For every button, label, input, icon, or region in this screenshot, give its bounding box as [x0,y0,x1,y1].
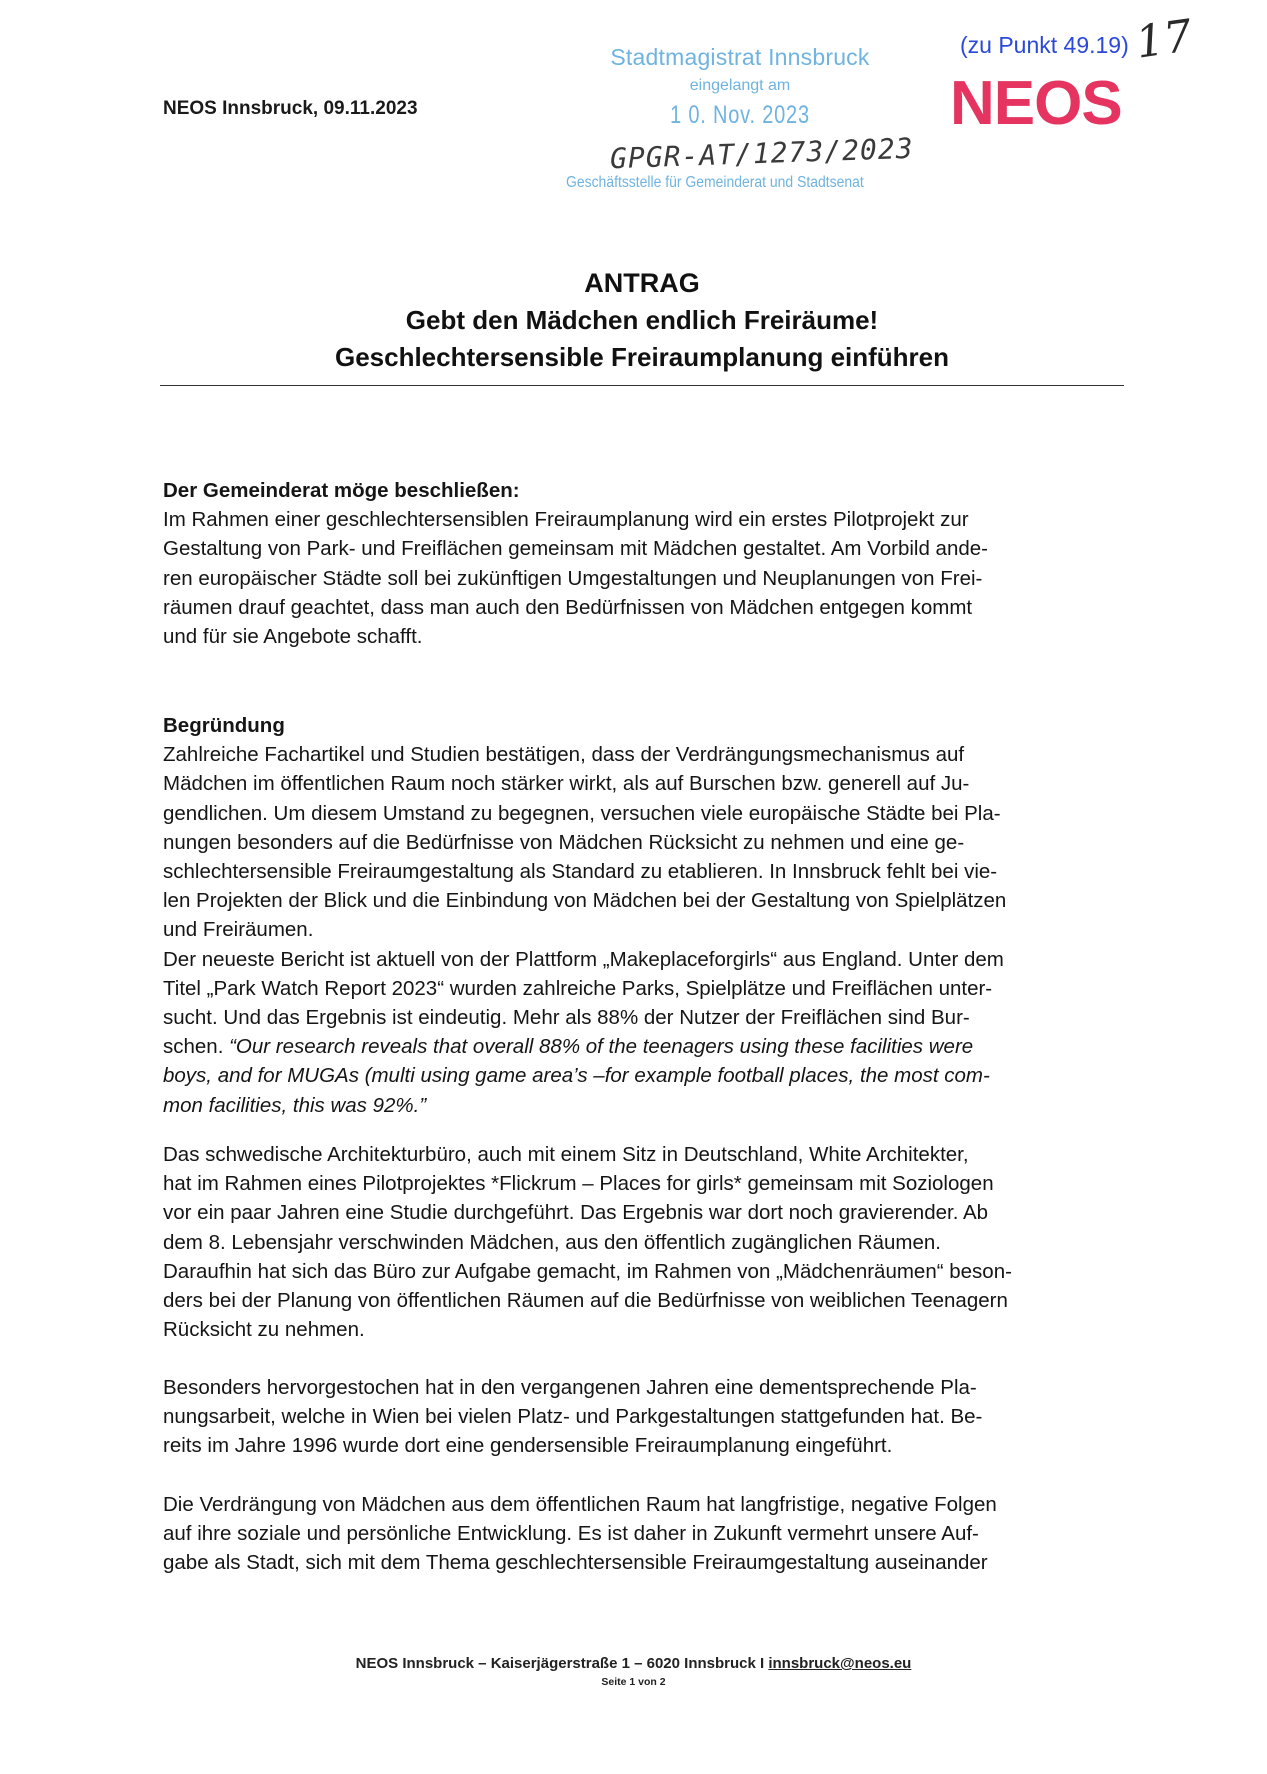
paragraph-line: auf ihre soziale und persönliche Entwicklung. Es ist daher in Zukunft vermehrt unsere Auf- [163,1522,979,1546]
stamp-received-label: eingelangt am [689,77,791,94]
reasoning-text: schen. [163,1035,230,1059]
stamp-organization: Stadtmagistrat Innsbruck [610,44,870,70]
title-line-1: Gebt den Mädchen endlich Freiräume! [405,305,879,335]
paragraph-line: vor ein paar Jahren eine Studie durchgeführt. Das Ergebnis war dort noch gravierender. Ab [163,1201,989,1225]
resolution-section [163,476,1123,651]
resolution-line: Gestaltung von Park- und Freiflächen gemeinsam mit Mädchen gestaltet. Am Vorbild ande- [163,537,988,561]
paragraph-line: nungsarbeit, welche in Wien bei vielen Platz- und Parkgestaltungen stattgefunden hat. Be- [163,1405,983,1429]
title-divider [160,385,1124,386]
reasoning-line: Der neueste Bericht ist aktuell von der Plattform „Makeplaceforgirls“ aus England. Unter dem [163,947,1004,971]
reasoning-line: schlechtersensible Freiraumgestaltung als Standard zu etablieren. In Innsbruck fehlt bei vie- [163,860,998,884]
received-stamp [560,44,920,130]
paragraph-vienna [163,1373,1123,1461]
footer-email-link[interactable]: innsbruck@neos.eu [768,1655,912,1672]
footer-address-line [0,1655,1267,1672]
neos-logo: NEOS [950,69,1122,138]
paragraph-line: dem 8. Lebensjahr verschwinden Mädchen, aus den öffentlich zugänglichen Räumen. [163,1230,941,1254]
stamp-date: 1 0. Nov. 2023 [670,101,810,129]
reasoning-line: Titel „Park Watch Report 2023“ wurden zahlreiche Parks, Spielplätze und Freiflächen unter- [163,976,993,1000]
paragraph-line: Rücksicht zu nehmen. [163,1318,365,1342]
reasoning-line: gendlichen. Um diesem Umstand zu begegnen, versuchen viele europäische Städte bei Pla- [163,801,1001,825]
reasoning-line: nungen besonders auf die Bedürfnisse von Mädchen Rücksicht zu nehmen und eine ge- [163,830,965,854]
title-line-2: Geschlechtersensible Freiraumplanung einführen [334,342,950,372]
paragraph-line: ders bei der Planung von öffentlichen Räumen auf die Bedürfnisse von weiblichen Teenagern [163,1289,1008,1313]
reasoning-line: sucht. Und das Ergebnis ist eindeutig. Mehr als 88% der Nutzer der Freiflächen sind Bur- [163,1006,970,1030]
resolution-heading: Der Gemeinderat möge beschließen: [163,479,520,502]
paragraph-line: Daraufhin hat sich das Büro zur Aufgabe gemacht, im Rahmen von „Mädchenräumen“ beson- [163,1259,1012,1283]
document-title [160,268,1124,373]
reasoning-line: len Projekten der Blick und die Einbindung von Mädchen bei der Gestaltung von Spielplätzen [163,889,1007,913]
quote-line: boys, and for MUGAs (multi using game area’s –for example football places, the most com- [163,1064,990,1088]
paragraph-line: Die Verdrängung von Mädchen aus dem öffentlichen Raum hat langfristige, negative Folgen [163,1493,997,1516]
sender-place-date: NEOS Innsbruck, 09.11.2023 [163,98,418,119]
resolution-line: räumen drauf geachtet, dass man auch den Bedürfnissen von Mädchen entgegen kommt [163,595,973,619]
reasoning-section [163,711,1123,1120]
title-type: ANTRAG [584,268,700,298]
stamp-reference-handwritten: GPGR-AT/1273/2023 [609,131,915,176]
resolution-line: und für sie Angebote schafft. [163,625,423,649]
stamp-department: Geschäftsstelle für Gemeinderat und Stadtsenat [566,174,864,191]
quote-text: “Our research reveals that overall 88% of the teenagers using these facilities were [229,1035,974,1059]
reasoning-line-mixed [163,1032,1123,1061]
page-number: Seite 1 von 2 [601,1676,666,1688]
quote-line: mon facilities, this was 92%.” [163,1093,427,1117]
paragraph-consequences [163,1490,1123,1578]
resolution-line: ren europäischer Städte soll bei zukünftigen Umgestaltungen und Neuplanungen von Frei- [163,566,983,590]
paragraph-line: gabe als Stadt, sich mit dem Thema geschlechtersensible Freiraumgestaltung auseinander [163,1551,988,1575]
reasoning-heading: Begründung [163,714,285,737]
page-footer [0,1655,1267,1688]
paragraph-line: Das schwedische Architekturbüro, auch mit einem Sitz in Deutschland, White Architekter, [163,1143,969,1166]
paragraph-line: Besonders hervorgestochen hat in den vergangenen Jahren eine dementsprechende Pla- [163,1376,977,1399]
resolution-line: Im Rahmen einer geschlechtersensiblen Freiraumplanung wird ein erstes Pilotprojekt zur [163,508,969,532]
reasoning-line: Mädchen im öffentlichen Raum noch stärker wirkt, als auf Burschen bzw. generell auf Ju- [163,772,970,796]
paragraph-architects [163,1140,1123,1344]
footer-address: NEOS Innsbruck – Kaiserjägerstraße 1 – 6020 Innsbruck I [355,1655,769,1672]
paragraph-line: reits im Jahre 1996 wurde dort eine gendersensible Freiraumplanung eingeführt. [163,1434,893,1458]
reasoning-line: Zahlreiche Fachartikel und Studien bestätigen, dass der Verdrängungsmechanismus auf [163,743,965,767]
agenda-point: (zu Punkt 49.19) [960,32,1129,58]
paragraph-line: hat im Rahmen eines Pilotprojektes *Flickrum – Places for girls* gemeinsam mit Soziologen [163,1172,994,1196]
agenda-handwritten-number: 17 [1132,10,1196,69]
reasoning-line: und Freiräumen. [163,918,314,942]
